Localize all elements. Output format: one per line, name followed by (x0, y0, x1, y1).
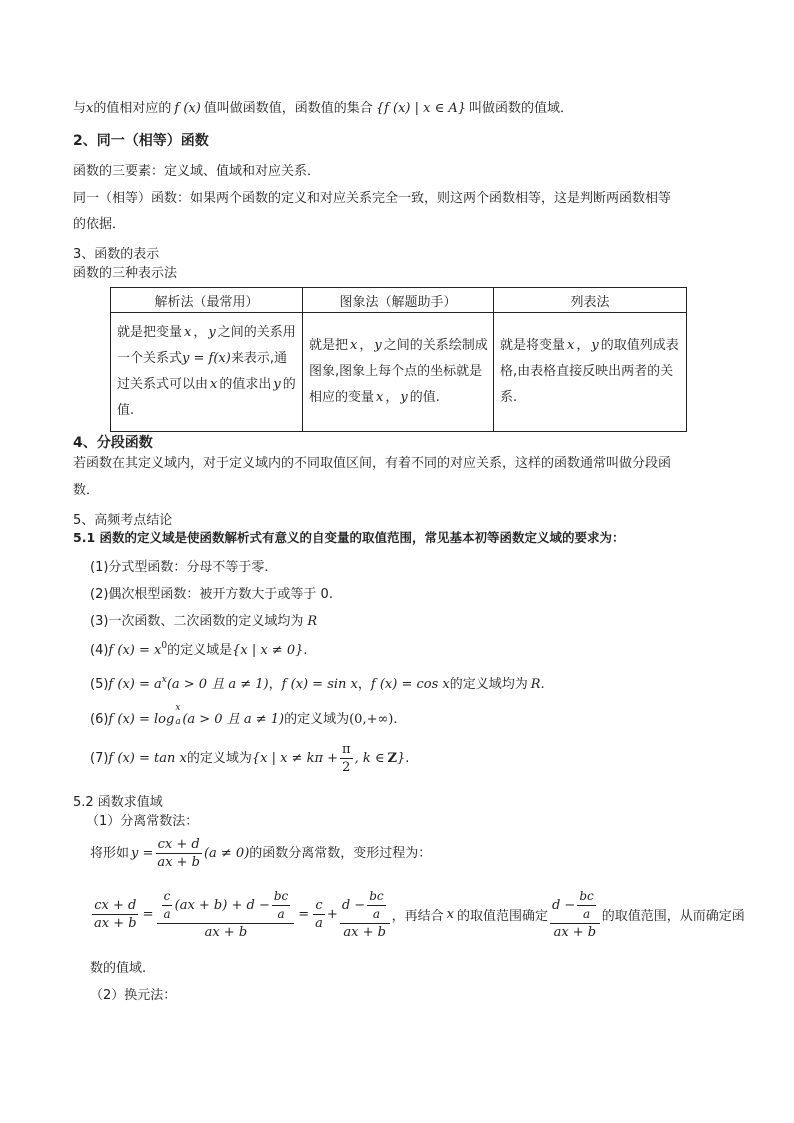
text: 的取值范围确定 (456, 909, 548, 924)
section-5-2-heading: 5.2 函数求值域 (73, 795, 163, 810)
math-formula: y = f(x) (182, 351, 231, 366)
math: f (x) = log (108, 712, 175, 727)
math-x: x (86, 101, 94, 116)
section-2-heading: 2、同一（相等）函数 (73, 133, 209, 149)
text: 就是把变量 (117, 325, 183, 340)
table-header-list: 列表法 (494, 288, 687, 313)
denominator: ax + b (94, 916, 137, 931)
text: 的值求出 (219, 377, 272, 392)
table-header-graph: 图象法（解题助手） (303, 288, 494, 313)
numerator: π (342, 742, 351, 757)
text: (7) (90, 751, 109, 766)
math: {x | x ≠ kπ + (251, 751, 339, 766)
math: (ax + b) + d − (174, 898, 270, 913)
text: 的值相对应的 (93, 101, 172, 116)
math-R: R (307, 614, 318, 629)
denominator: ax + b (157, 855, 200, 870)
fraction-remainder (340, 888, 390, 941)
text: (4) (90, 643, 109, 658)
text: ， (193, 325, 207, 340)
text: 的函数分离常数，变形过程为： (249, 846, 432, 861)
table-row (111, 313, 687, 432)
method-1-intro (90, 836, 431, 871)
text: 的定义域为 (186, 751, 252, 766)
math: } (396, 751, 406, 766)
domain-item-3 (90, 610, 317, 629)
section-5-1-heading: 5.1 函数的定义域是使函数解析式有意义的自变量的取值范围，常见基本初等函数定义域的要求为： (73, 530, 625, 545)
fraction-bc-over-a (367, 888, 385, 923)
math-range-set: {f (x) | x ∈ A} (375, 101, 467, 116)
section-4-line-1: 若函数在其定义域内，对于定义域内的不同取值区间，有着不同的对应关系，这样的函数通常叫做分段函 (73, 456, 672, 471)
text: ，再结合 (391, 909, 444, 924)
section-2-line-3: 的依据． (73, 217, 126, 232)
denominator: a (277, 907, 285, 921)
denominator: ax + b (553, 925, 597, 940)
denominator: a (582, 907, 591, 921)
math-y: y (208, 325, 216, 340)
math-y: y (374, 338, 382, 353)
domain-item-7 (90, 741, 409, 776)
fraction-pi-over-2 (340, 741, 353, 776)
text: . (540, 677, 545, 692)
separation-equation (90, 888, 745, 941)
math-base: a (175, 717, 181, 727)
fraction-remainder-2 (550, 888, 600, 941)
math-exponent: x (161, 675, 167, 685)
text: 来表示,通过关系式可以由 (117, 351, 287, 392)
text: (5) (90, 677, 109, 692)
numerator: cx + d (94, 898, 137, 913)
range-definition-line (73, 97, 573, 116)
text: 将形如 (90, 846, 130, 861)
section-4-heading: 4、分段函数 (73, 435, 153, 451)
section-2-line-2: 同一（相等）函数：如果两个函数的定义和对应关系完全一致，则这两个函数相等，这是判断两函数相等 (73, 191, 672, 206)
denominator: a (315, 916, 323, 931)
numerator: bc (367, 888, 385, 906)
math-exponent: 0 (161, 641, 168, 651)
math-exponent: x (175, 703, 181, 713)
method-1-conclusion: 数的值域. (90, 961, 147, 976)
math: , k ∈ (354, 751, 385, 766)
section-4-line-2: 数． (73, 483, 100, 498)
math-x: x (184, 325, 192, 340)
math-condition: (a > 0 且 a ≠ 1) (182, 712, 285, 727)
math-R: R (530, 677, 541, 692)
table-cell-graph (303, 313, 494, 432)
numerator (157, 888, 294, 924)
math-x: x (567, 338, 575, 353)
math-x: x (376, 390, 384, 405)
math-y: y (273, 377, 281, 392)
fraction-bc-over-a (272, 888, 290, 923)
text: . (405, 751, 410, 766)
log-scripts (174, 703, 182, 727)
text: 值叫做函数值，函数值的集合 (203, 101, 373, 116)
fraction-c-over-a (161, 888, 172, 923)
domain-item-1: (1)分式型函数：分母不等于零. (90, 560, 269, 575)
text: (3)一次函数、二次函数的定义域均为 (90, 614, 304, 629)
denominator: ax + b (204, 925, 248, 940)
text: ， (357, 677, 371, 692)
section-5-heading: 5、高频考点结论 (73, 513, 173, 528)
table-cell-analytic (111, 313, 303, 432)
equals-sign: = (298, 907, 310, 922)
domain-item-4 (90, 639, 308, 658)
text: 的取值范围，从而确定函 (601, 909, 745, 924)
text: 的取值列成表格,由表格直接反映出两者的关系. (500, 338, 679, 405)
math-condition: (a ≠ 0) (203, 846, 250, 861)
numerator (340, 888, 390, 924)
text: 的定义域是 (167, 643, 233, 658)
text: 就是将变量 (500, 338, 566, 353)
fraction-middle (157, 888, 294, 941)
text: . (303, 643, 308, 658)
fraction-lhs (92, 897, 139, 932)
fraction-general (155, 836, 202, 871)
math: f (x) = x (108, 643, 162, 658)
denominator: 2 (342, 760, 351, 775)
numerator: cx + d (157, 837, 200, 852)
numerator: bc (577, 888, 595, 906)
numerator: bc (272, 888, 290, 906)
section-3-subtitle: 函数的三种表示法 (73, 266, 178, 281)
table-header-analytic: 解析法（最常用） (111, 288, 303, 313)
text: 叫做函数的值域． (469, 101, 574, 116)
text: 就是把 (309, 338, 349, 353)
math-fx: f (x) (174, 101, 201, 116)
math: d − (341, 898, 366, 913)
math: y = (131, 846, 154, 861)
math: f (x) = sin x (281, 677, 358, 692)
math-interval: (0,+∞) (349, 712, 394, 727)
method-1-heading: （1）分离常数法： (86, 814, 199, 829)
table-header-row (111, 288, 687, 313)
numerator (550, 888, 600, 924)
plus-sign: + (326, 907, 338, 922)
math-y: y (400, 390, 408, 405)
text: 的值. (117, 377, 296, 418)
method-2-heading: （2）换元法： (90, 988, 177, 1003)
denominator: ax + b (343, 925, 386, 940)
math-x: x (350, 338, 358, 353)
domain-item-5 (90, 673, 545, 692)
denominator: a (163, 907, 171, 921)
text: 之间的关系绘制成图象,图象上每个点的坐标就是相应的变量 (309, 338, 488, 405)
text: ， (268, 677, 282, 692)
text: 的值. (409, 390, 440, 405)
math-x: x (446, 907, 454, 922)
math-y: y (591, 338, 599, 353)
denominator: a (372, 907, 380, 921)
math: f (x) = cos x (370, 677, 450, 692)
text: 的定义域为 (284, 712, 350, 727)
domain-item-2: (2)偶次根型函数：被开方数大于或等于 0. (90, 587, 333, 602)
numerator: c (315, 898, 323, 913)
text: 之间的关系用一个关系式 (117, 325, 296, 366)
table-cell-list (494, 313, 687, 432)
text: ， (576, 338, 590, 353)
domain-item-6 (90, 703, 398, 727)
representation-table (110, 287, 687, 432)
text: 与 (73, 101, 87, 116)
math-x: x (210, 377, 218, 392)
math: f (x) = tan x (108, 751, 187, 766)
text: ， (359, 338, 373, 353)
numerator: c (162, 888, 173, 906)
text: (6) (90, 712, 109, 727)
fraction-bc-over-a (577, 888, 595, 923)
section-2-line-1: 函数的三要素：定义域、值域和对应关系． (73, 164, 321, 179)
math-Z: Z (387, 751, 397, 766)
text: . (393, 712, 398, 727)
fraction-c-over-a (313, 897, 325, 932)
text: 的定义域均为 (449, 677, 528, 692)
math: d − (551, 898, 576, 913)
math-condition: (a > 0 且 a ≠ 1) (166, 677, 269, 692)
math-set: {x | x ≠ 0} (232, 643, 304, 658)
text: ， (385, 390, 399, 405)
math: f (x) = a (108, 677, 162, 692)
equals-sign: = (142, 907, 154, 922)
section-3-heading: 3、函数的表示 (73, 247, 160, 262)
